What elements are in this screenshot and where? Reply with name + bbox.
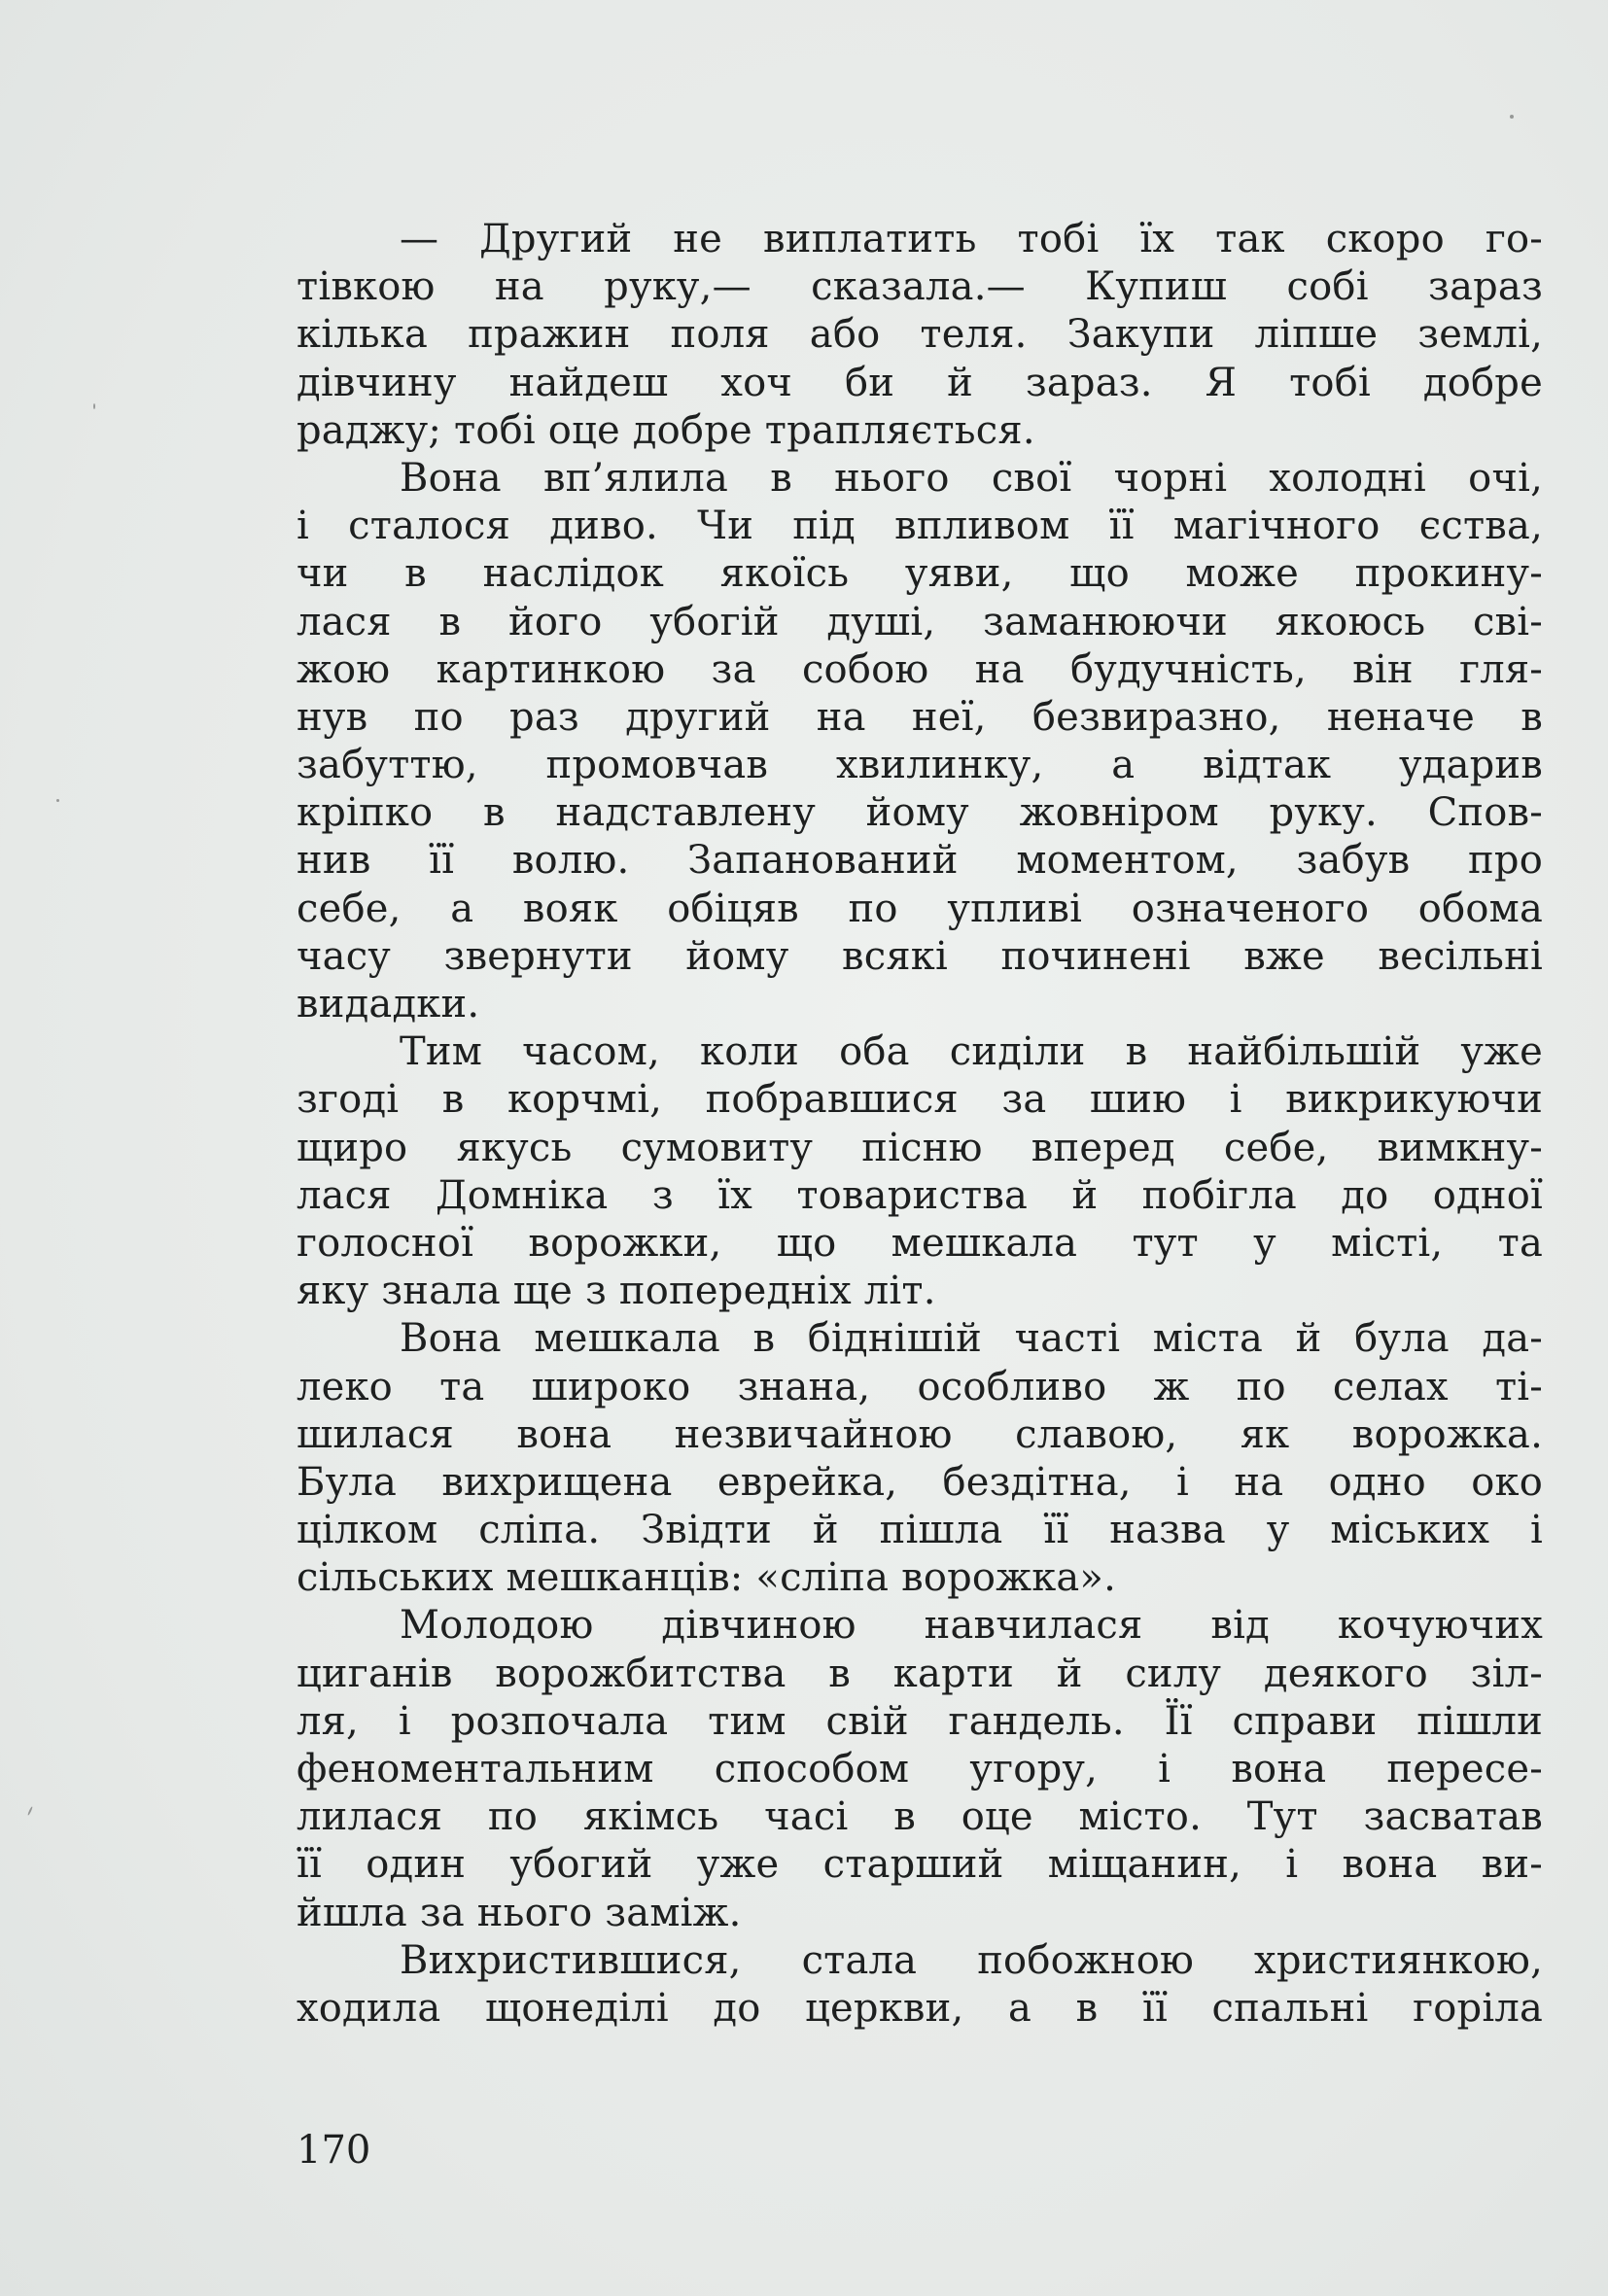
text-line: лилася по якімсь часі в оце місто. Тут засватав xyxy=(297,1794,1543,1840)
text-line: Молодою дівчиною навчилася від кочуючих xyxy=(400,1603,1543,1649)
text-line: лася Домніка з їх товариства й побігла до одної xyxy=(297,1172,1543,1218)
text-line: кілька пражин поля або теля. Закупи ліпше землі, xyxy=(297,312,1543,358)
paper-speck xyxy=(56,799,59,802)
text-line: забуттю, промовчав хвилинку, а відтак ударив xyxy=(297,743,1543,788)
text-line: її один убогий уже старший міщанин, і вона ви- xyxy=(297,1842,1543,1888)
text-line: себе, а вояк обіцяв по упливі означеного обома xyxy=(297,886,1543,931)
text-line: циганів ворожбитства в карти й силу деякого зіл- xyxy=(297,1651,1543,1696)
text-line: раджу; тобі оце добре трапляється. xyxy=(297,407,1035,453)
text-line: ходила щонеділі до церкви, а в її спальні горіла xyxy=(297,1985,1543,2031)
page-number: 170 xyxy=(297,2128,371,2173)
body-text xyxy=(297,216,1543,2033)
text-line: леко та широко знана, особливо ж по селах ті- xyxy=(297,1364,1543,1409)
text-line: нив її волю. Запанований моментом, забув про xyxy=(297,838,1543,884)
text-line: шилася вона незвичайною славою, як ворожка. xyxy=(297,1411,1543,1457)
text-line: яку знала ще з попередніх літ. xyxy=(297,1269,936,1314)
text-line: Була вихрищена еврейка, бездітна, і на одно око xyxy=(297,1459,1543,1505)
text-line: щиро якусь сумовиту пісню вперед себе, вимкну- xyxy=(297,1125,1543,1170)
text-line: кріпко в надставлену йому жовніром руку. Спов- xyxy=(297,790,1543,836)
text-line: часу звернути йому всякі починені вже весільні xyxy=(297,933,1543,979)
text-line: голосної ворожки, що мешкала тут у місті, та xyxy=(297,1220,1543,1266)
text-line: сільських мешканців: «сліпа ворожка». xyxy=(297,1555,1117,1601)
text-line: чи в наслідок якоїсь уяви, що може прокину- xyxy=(297,551,1543,597)
text-line: феноментальним способом угору, і вона пересе- xyxy=(297,1747,1543,1792)
text-line: ля, і розпочала тим свій гандель. Її справи пішли xyxy=(297,1698,1543,1744)
text-line: згоді в корчмі, побравшися за шию і викрикуючи xyxy=(297,1077,1543,1123)
text-line: Вона вп’ялила в нього свої чорні холодні очі, xyxy=(400,455,1543,501)
text-line: цілком сліпа. Звідти й пішла її назва у міських і xyxy=(297,1508,1543,1553)
paper-speck xyxy=(1510,115,1514,119)
text-line: видадки. xyxy=(297,982,480,1026)
text-line: Тим часом, коли оба сиділи в найбільшій уже xyxy=(400,1029,1543,1075)
text-line: — Другий не виплатить тобі їх так скоро го- xyxy=(400,217,1543,261)
text-line: дівчину найдеш хоч би й зараз. Я тобі добре xyxy=(297,360,1543,405)
text-line: жою картинкою за собою на будучність, він гля- xyxy=(297,646,1543,692)
paper-speck xyxy=(93,403,95,409)
text-line: йшла за нього заміж. xyxy=(297,1890,742,1935)
text-line: тівкою на руку,— сказала.— Купиш собі зараз xyxy=(297,264,1543,310)
text-line: лася в його убогій душі, заманюючи якоюсь сві- xyxy=(297,599,1543,644)
text-line: Вона мешкала в біднішій часті міста й була да- xyxy=(400,1316,1543,1362)
text-line: і сталося диво. Чи під впливом її магічного єства, xyxy=(297,504,1543,549)
text-line: Вихристившися, стала побожною християнкою, xyxy=(400,1937,1543,1983)
text-line: нув по раз другий на неї, безвиразно, неначе в xyxy=(297,694,1543,740)
paper-speck xyxy=(27,1806,33,1816)
